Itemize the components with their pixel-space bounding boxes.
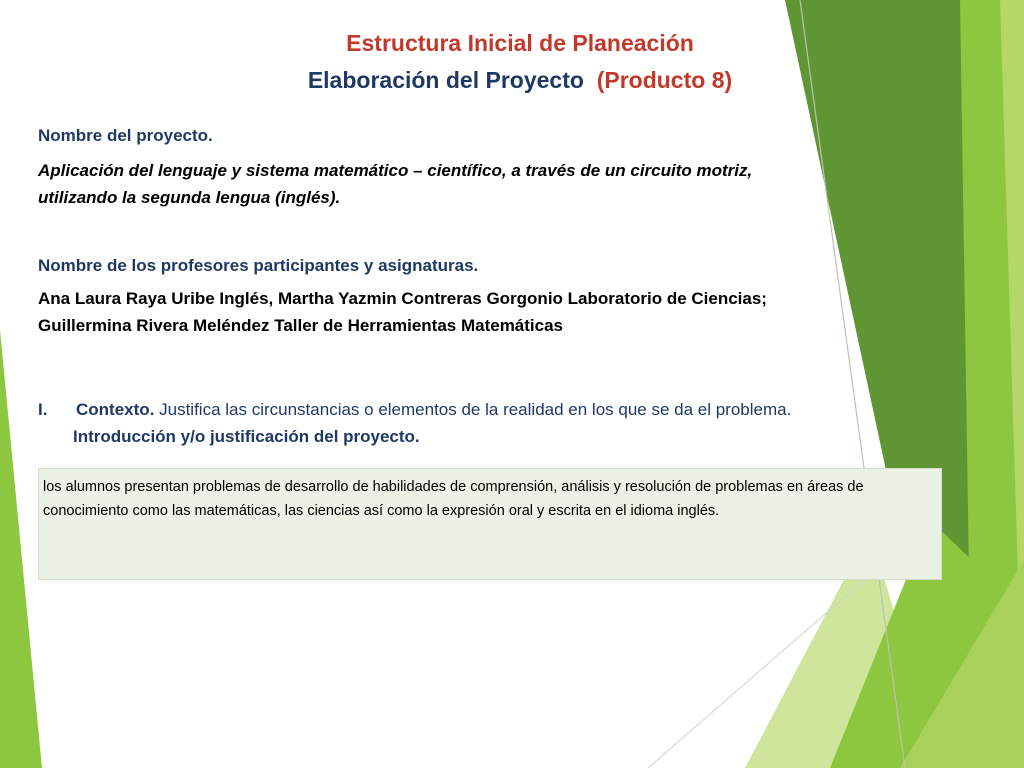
section-subheading: Introducción y/o justificación del proyecto.	[73, 427, 420, 446]
teachers-line-2: Guillermina Rivera Meléndez Taller de Herramientas Matemáticas	[38, 316, 564, 335]
section-description: Justifica las circunstancias o elementos de la realidad en los que se da el problema.	[159, 400, 792, 419]
slide-title: Estructura Inicial de Planeación	[346, 30, 694, 56]
section-heading: Contexto.	[76, 400, 155, 419]
context-text-box: los alumnos presentan problemas de desarrollo de habilidades de comprensión, análisis y resolución de problemas en áreas de conocimiento como las matemáticas, las ciencias así como la expresión oral y escrita en el idioma inglés.	[38, 468, 942, 580]
project-name-line-1: Aplicación del lenguaje y sistema matemático – científico, a través de un circuito motriz,	[38, 161, 753, 180]
teachers-label: Nombre de los profesores participantes y asignaturas.	[38, 256, 479, 275]
slide-subtitle	[0, 67, 1024, 94]
section-number: I.	[38, 400, 48, 419]
teachers-line-1: Ana Laura Raya Uribe Inglés, Martha Yazmin Contreras Gorgonio Laboratorio de Ciencias;	[38, 289, 767, 308]
subtitle-product-label: (Producto 8)	[596, 67, 733, 93]
context-section	[38, 396, 918, 450]
project-name-line-2: utilizando la segunda lengua (inglés).	[38, 188, 341, 207]
project-name-label: Nombre del proyecto.	[38, 126, 213, 145]
subtitle-main: Elaboración del Proyecto	[307, 67, 584, 93]
